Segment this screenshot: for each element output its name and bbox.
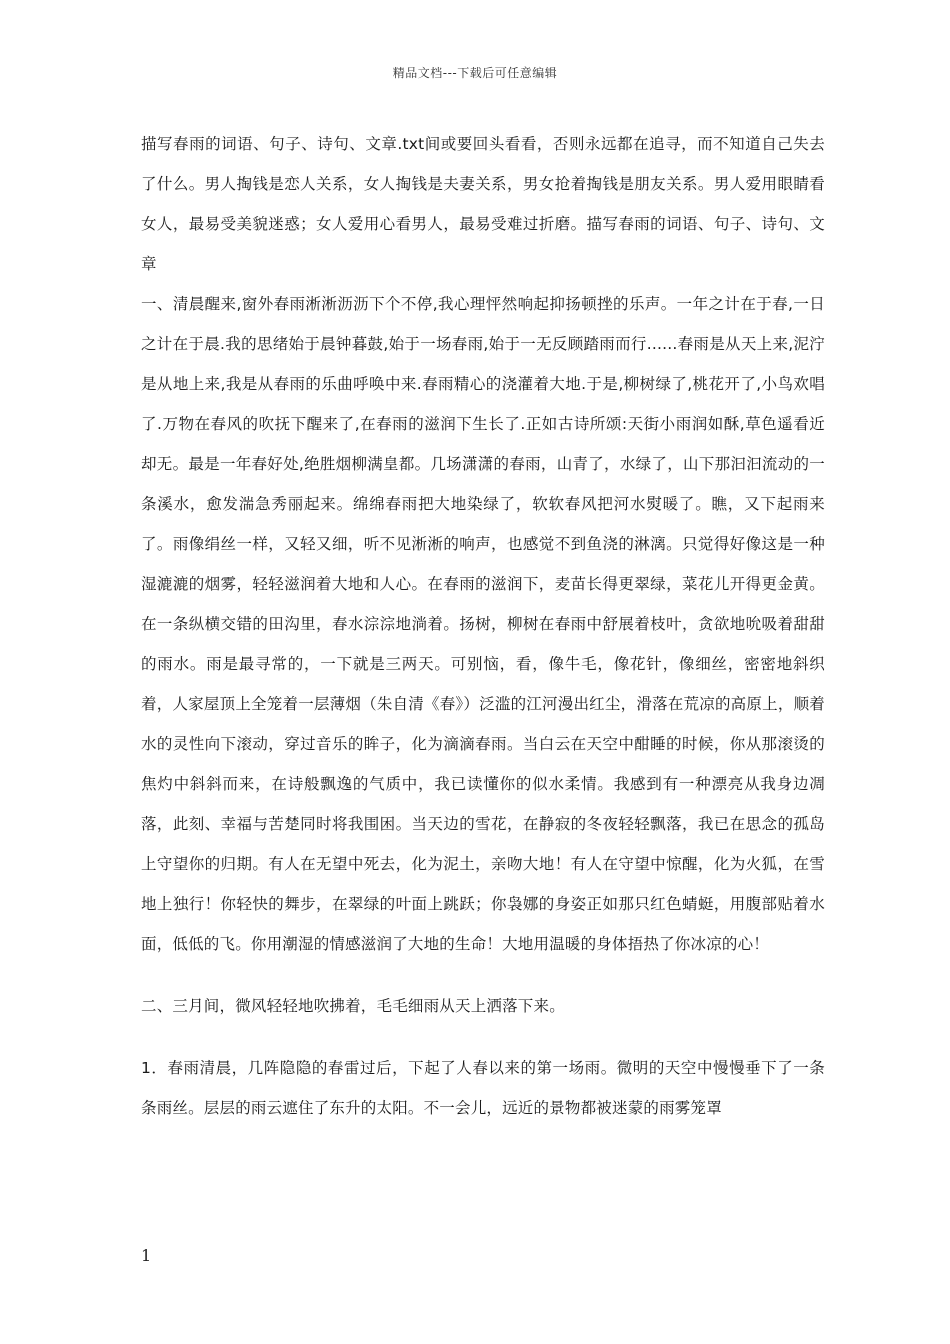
paragraph-intro: 描写春雨的词语、句子、诗句、文章.txt间或要回头看看，否则永远都在追寻，而不知道自己失去了什么。男人掏钱是恋人关系，女人掏钱是夫妻关系，男女抢着掏钱是朋友关系。男人爱用眼睛看女人，最易受美貌迷惑；女人爱用心看男人，最易受难过折磨。描写春雨的词语、句子、诗句、文章 <box>141 135 825 273</box>
paragraph-section-one: 一、清晨醒来,窗外春雨淅淅沥沥下个不停,我心理怦然响起抑扬顿挫的乐声。一年之计在于春,一日之计在于晨.我的思绪始于晨钟暮鼓,始于一场春雨,始于一无反顾踏雨而行......春雨是从天上来,泥泞是从地上来,我是从春雨的乐曲呼唤中来.春雨精心的浇灌着大地.于是,柳树绿了,桃花开了,小鸟欢唱了.万物在春风的吹抚下醒来了,在春雨的滋润下生长了.正如古诗所颂:天街小雨润如酥,草色遥看近却无。最是一年春好处,绝胜烟柳满皇都。几场潇潇的春雨，山青了，水绿了，山下那汩汩流动的一条溪水，愈发湍急秀丽起来。绵绵春雨把大地染绿了，软软春风把河水熨暖了。瞧，又下起雨来了。雨像绢丝一样，又轻又细，听不见淅淅的响声，也感觉不到鱼浇的淋漓。只觉得好像这是一种湿漉漉的烟雾，轻轻滋润着大地和人心。在春雨的滋润下，麦苗长得更翠绿，菜花儿开得更金黄。在一条纵横交错的田沟里，春水淙淙地淌着。扬树，柳树在春雨中舒展着枝叶，贪欲地吮吸着甜甜的雨水。雨是最寻常的，一下就是三两天。可别恼，看，像牛毛，像花针，像细丝，密密地斜织着，人家屋顶上全笼着一层薄烟（朱自清《春》）泛滥的江河漫出红尘，滑落在荒凉的高原上，顺着水的灵性向下滚动，穿过音乐的眸子，化为滴滴春雨。当白云在天空中酣睡的时候，你从那滚烫的焦灼中斜斜而来，在诗般飘逸的气质中，我已读懂你的似水柔情。我感到有一种漂亮从我身边凋落，此刻、幸福与苦楚同时将我围困。当天边的雪花，在静寂的冬夜轻轻飘落，我已在思念的孤岛上守望你的归期。有人在无望中死去，化为泥土，亲吻大地！有人在守望中惊醒，化为火狐，在雪地上独行！你轻快的舞步，在翠绿的叶面上跳跃；你袅娜的身姿正如那只红色蜻蜓，用腹部贴着水面，低低的飞。你用潮湿的情感滋润了大地的生命！大地用温暖的身体捂热了你冰凉的心！ <box>141 295 825 953</box>
paragraph-item-one: 1．春雨清晨，几阵隐隐的春雷过后，下起了人春以来的第一场雨。微明的天空中慢慢垂下了一条条雨丝。层层的雨云遮住了东升的太阳。不一会儿，远近的景物都被迷蒙的雨雾笼罩 <box>141 1059 825 1117</box>
page-number: 1 <box>141 1246 152 1265</box>
page-header: 精品文档---下载后可任意编辑 <box>392 66 558 80</box>
paragraph-section-two: 二、三月间，微风轻轻地吹拂着，毛毛细雨从天上洒落下来。 <box>141 997 565 1015</box>
document-body <box>141 124 825 1128</box>
